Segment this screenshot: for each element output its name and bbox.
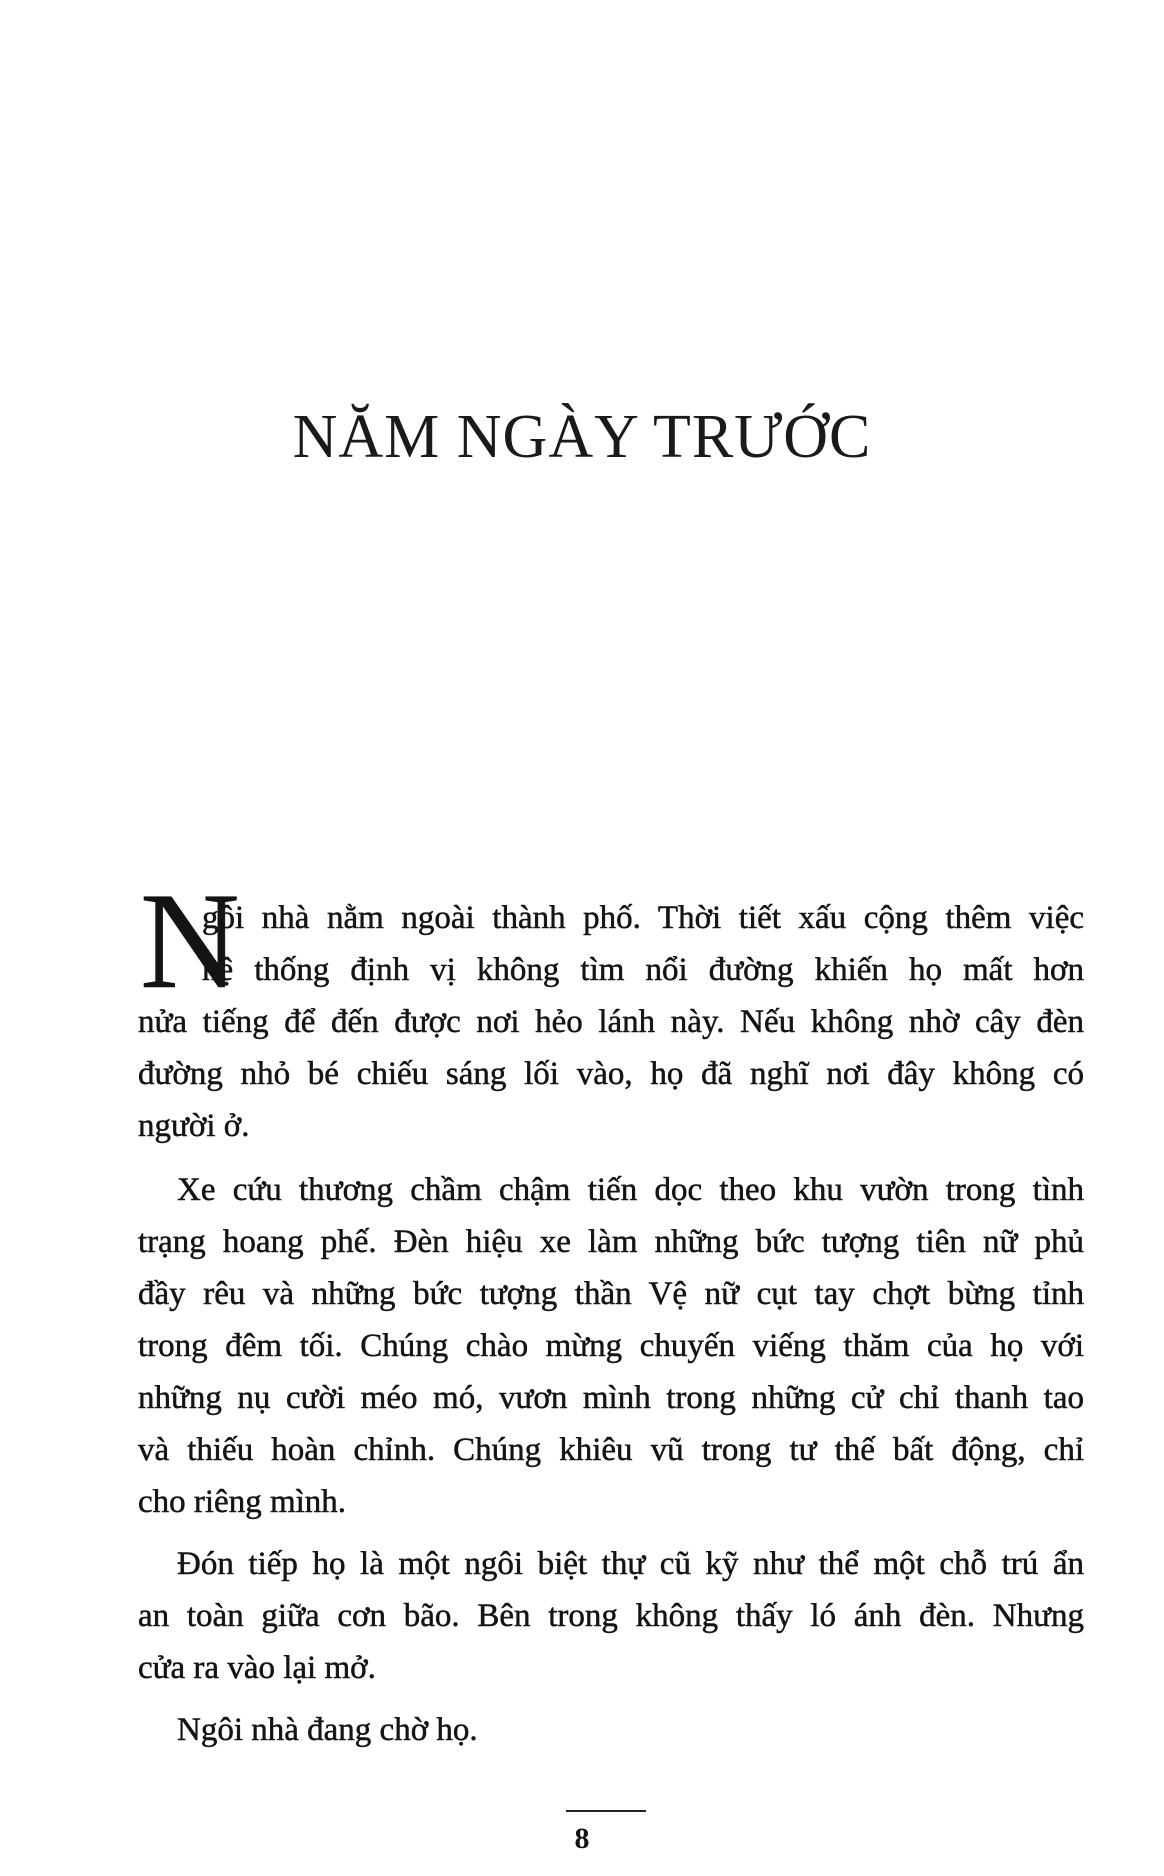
text-line: đường nhỏ bé chiếu sáng lối vào, họ đã nghĩ nơi đây không có	[138, 1056, 1084, 1092]
text-line: nửa tiếng để đến được nơi hẻo lánh này. Nếu không nhờ cây đèn	[138, 1004, 1084, 1040]
text-line: những nụ cười méo mó, vươn mình trong những cử chỉ thanh tao	[138, 1380, 1084, 1416]
text-line: cửa ra vào lại mở.	[138, 1650, 376, 1686]
chapter-title: NĂM NGÀY TRƯỚC	[292, 403, 872, 471]
page-number: 8	[574, 1822, 590, 1855]
text-line: người ở.	[138, 1108, 250, 1144]
text-line: trong đêm tối. Chúng chào mừng chuyến viếng thăm của họ với	[138, 1328, 1084, 1364]
text-line: Ngôi nhà đang chờ họ.	[177, 1712, 478, 1748]
text-line: cho riêng mình.	[138, 1484, 347, 1520]
text-line: an toàn giữa cơn bão. Bên trong không thấy ló ánh đèn. Nhưng	[138, 1598, 1084, 1634]
page-number-rule	[566, 1810, 646, 1812]
text-line: và thiếu hoàn chỉnh. Chúng khiêu vũ trong tư thế bất động, chỉ	[138, 1432, 1084, 1468]
text-line: gôi nhà nằm ngoài thành phố. Thời tiết xấu cộng thêm việc	[202, 900, 1084, 936]
text-line: trạng hoang phế. Đèn hiệu xe làm những bức tượng tiên nữ phủ	[138, 1224, 1084, 1260]
drop-cap: N	[140, 864, 240, 1017]
text-line: Đón tiếp họ là một ngôi biệt thự cũ kỹ như thể một chỗ trú ẩn	[177, 1546, 1084, 1582]
text-line: đầy rêu và những bức tượng thần Vệ nữ cụt tay chợt bừng tỉnh	[138, 1276, 1084, 1312]
text-line: hệ thống định vị không tìm nổi đường khiến họ mất hơn	[202, 952, 1084, 988]
text-line: Xe cứu thương chầm chậm tiến dọc theo khu vườn trong tình	[177, 1172, 1084, 1208]
